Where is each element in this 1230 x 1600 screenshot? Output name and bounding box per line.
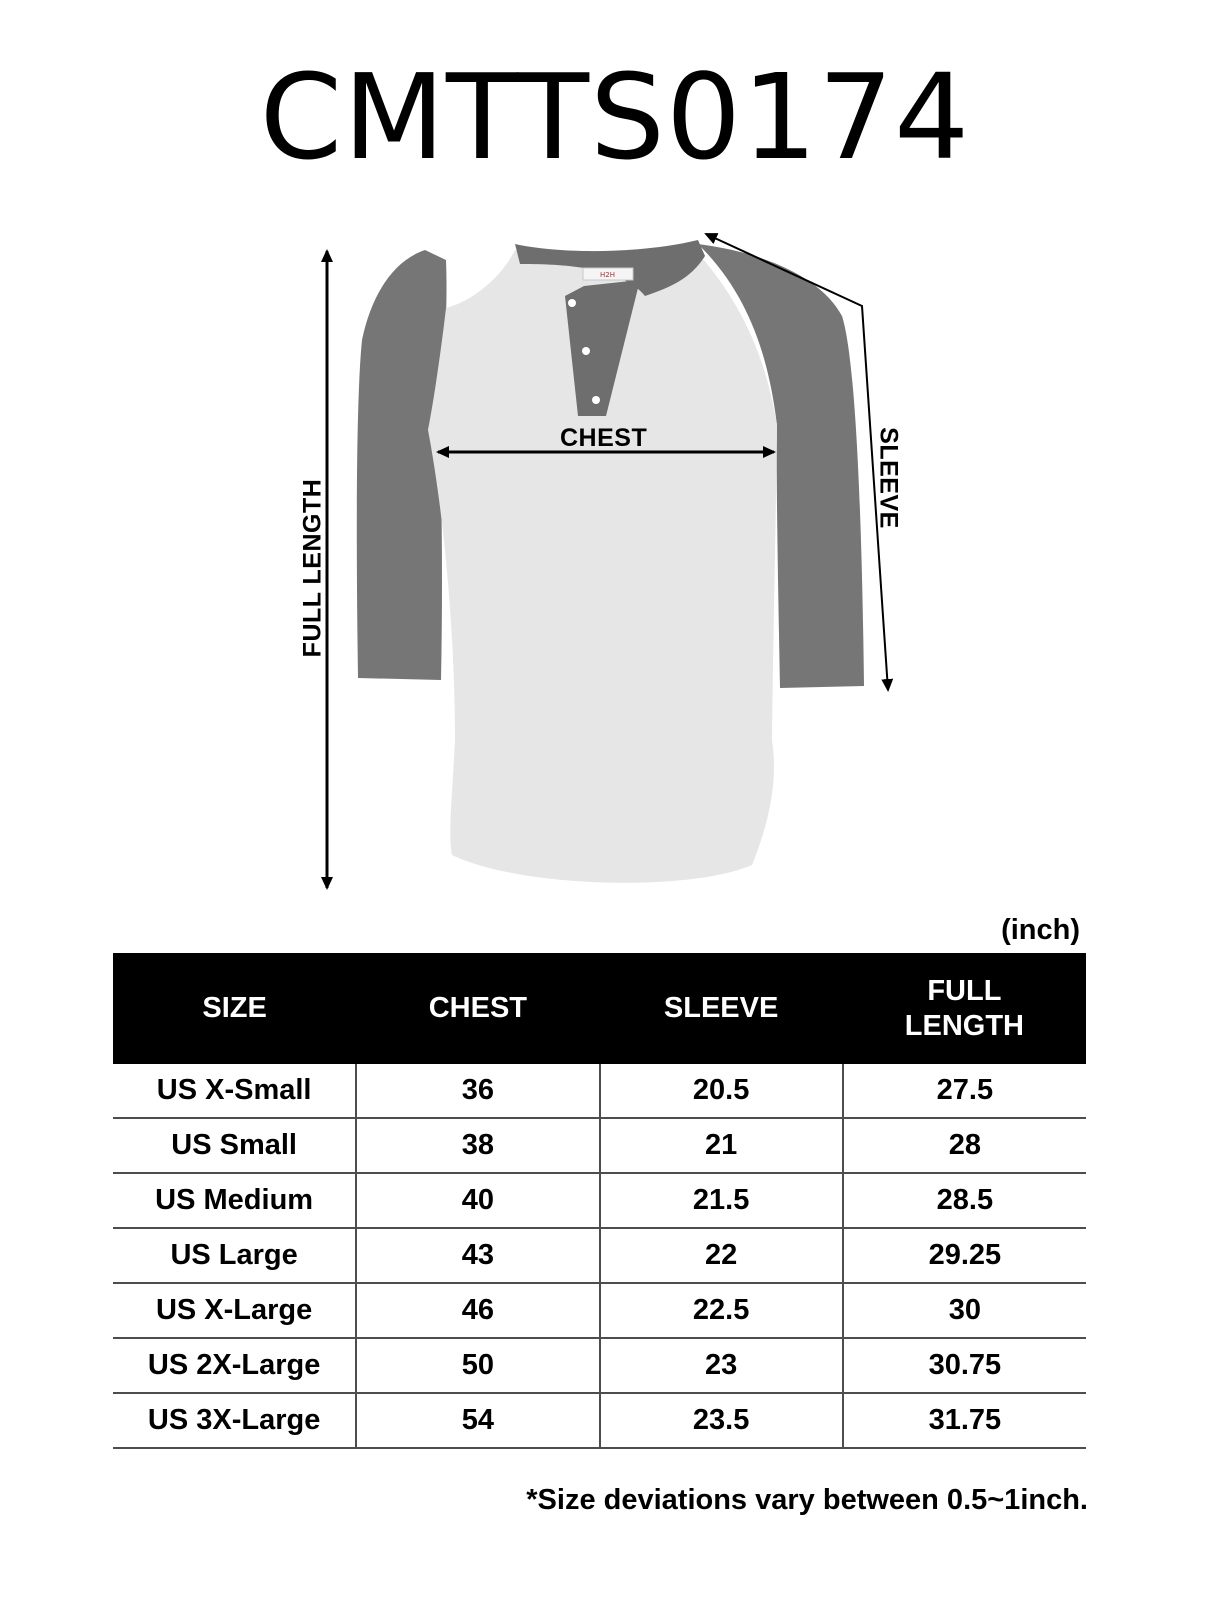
cell-full-length: 29.25 [843, 1228, 1086, 1283]
cell-full-length: 27.5 [843, 1064, 1086, 1118]
product-code-title: CMTTS0174 [259, 48, 971, 186]
cell-full-length: 30 [843, 1283, 1086, 1338]
cell-sleeve: 21 [600, 1118, 843, 1173]
cell-size: US Large [113, 1228, 356, 1283]
chest-label: CHEST [560, 424, 648, 452]
cell-sleeve: 23 [600, 1338, 843, 1393]
button-1 [568, 299, 576, 307]
table-row [113, 1173, 1086, 1228]
table-header-row [113, 953, 1086, 1064]
header-full-length-text: FULL LENGTH [904, 974, 1024, 1042]
neck-tag-text: H2H [600, 271, 615, 279]
cell-chest: 46 [356, 1283, 599, 1338]
table-row [113, 1338, 1086, 1393]
cell-size: US X-Small [113, 1064, 356, 1118]
table-row [113, 1064, 1086, 1118]
table-row [113, 1393, 1086, 1448]
table-row [113, 1118, 1086, 1173]
unit-note: (inch) [1001, 914, 1080, 946]
cell-chest: 54 [356, 1393, 599, 1448]
left-sleeve [357, 250, 447, 680]
button-2 [582, 347, 590, 355]
cell-size: US 3X-Large [113, 1393, 356, 1448]
table-row [113, 1283, 1086, 1338]
cell-size: US 2X-Large [113, 1338, 356, 1393]
button-3 [592, 396, 600, 404]
table-row [113, 1228, 1086, 1283]
cell-sleeve: 23.5 [600, 1393, 843, 1448]
cell-full-length: 31.75 [843, 1393, 1086, 1448]
cell-chest: 36 [356, 1064, 599, 1118]
cell-chest: 43 [356, 1228, 599, 1283]
size-deviation-footnote: *Size deviations vary between 0.5~1inch. [526, 1484, 1088, 1516]
cell-full-length: 28.5 [843, 1173, 1086, 1228]
header-chest: CHEST [356, 953, 599, 1064]
header-size: SIZE [113, 953, 356, 1064]
header-sleeve: SLEEVE [600, 953, 843, 1064]
measurement-diagram [0, 220, 1230, 910]
full-length-label: FULL LENGTH [298, 478, 327, 658]
sleeve-label: SLEEVE [874, 427, 903, 529]
cell-sleeve: 22 [600, 1228, 843, 1283]
cell-sleeve: 22.5 [600, 1283, 843, 1338]
cell-size: US Small [113, 1118, 356, 1173]
cell-full-length: 30.75 [843, 1338, 1086, 1393]
size-chart-table [113, 953, 1086, 1449]
henley-shirt-illustration [0, 220, 1230, 910]
cell-size: US Medium [113, 1173, 356, 1228]
header-full-length [843, 953, 1086, 1064]
cell-chest: 50 [356, 1338, 599, 1393]
cell-chest: 40 [356, 1173, 599, 1228]
cell-chest: 38 [356, 1118, 599, 1173]
cell-size: US X-Large [113, 1283, 356, 1338]
cell-sleeve: 20.5 [600, 1064, 843, 1118]
cell-sleeve: 21.5 [600, 1173, 843, 1228]
cell-full-length: 28 [843, 1118, 1086, 1173]
